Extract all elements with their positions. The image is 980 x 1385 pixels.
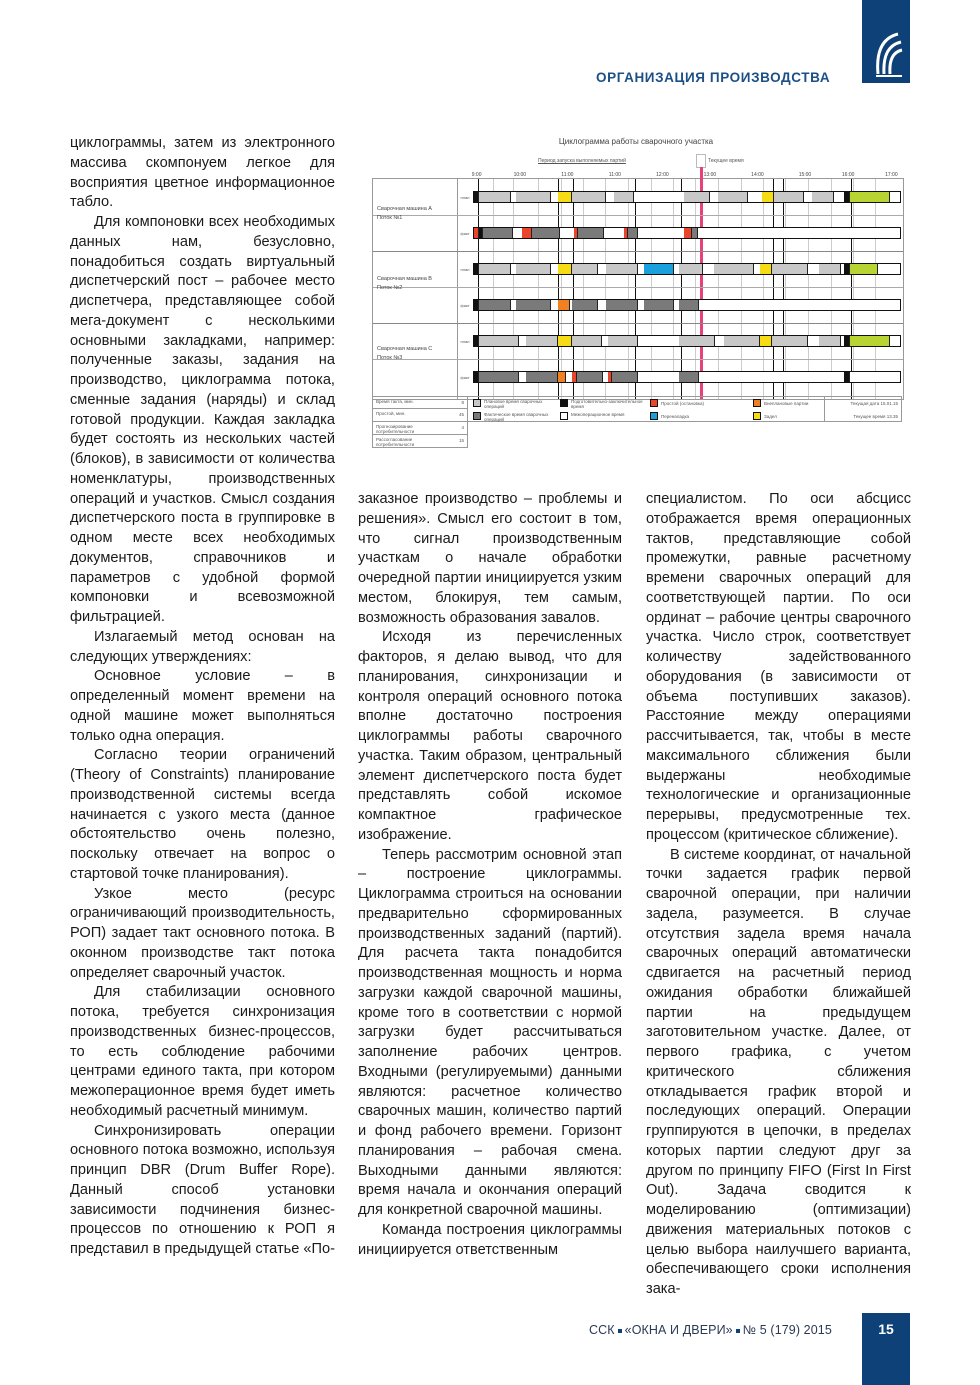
legend-swatches: Плановое время сварочных операций Фактическое время сварочных операций Подготовительно-заключительное время Межоперационное время Простой (остановка) Переналадка Внеплановые партии Задел Текущая дата 15.01.15 Текущее время 13.35 (468, 396, 902, 422)
section-title: ОРГАНИЗАЦИЯ ПРОИЗВОДСТВА (596, 70, 831, 85)
hour-label: 12:00 (656, 172, 669, 178)
hour-label: 11:00 (561, 172, 574, 178)
paragraph: Для стабилизации основного потока, требуется синхронизация производственных бизнес-процессов, то есть соблюдение рабочими центрами единого такта, при котором межоперационное время будет иметь необходимый расчетный минимум. (70, 984, 335, 1119)
paragraph: Для компоновки всех необходимых данных нам, безусловно, понадобиться создать виртуальный диспетчерский пост – рабочее место диспетчера, представляющее собой мега-документ с несколькими основными закладками, например: полученные заказы, задания на производство, циклограмма потока, сменные задания (наряды) и склад готовой продукции. Каждая закладка будет состоять из нескольких частей (блоков), в зависимости от количества номенклатуры, производственных операций и участков. Смысл создания диспетчерского поста в группировке в одном месте всех необходимых документов, справочников и параметров с удобной формой компоновки и всевозможной фильтрацией. (70, 214, 335, 625)
swatch-changeover (650, 412, 658, 420)
article-column-1 (70, 134, 335, 1260)
machine-a-label: Сварочная машина А Поток №1 (377, 206, 432, 221)
machine-b-plan-track (473, 263, 901, 275)
machine-c-label: Сварочная машина С Поток №3 (377, 346, 433, 361)
machine-b-fact-track (473, 299, 901, 311)
paragraph: Теперь рассмотрим основной этап – построение циклограммы. Циклограмма строиться на основании предварительно сформированных производственных заданий (партий). Для расчета такта понадобится производственная мощность и норма загрузки каждой сварочной машины, кроме того в соответствии с нормой загрузки будет рассчитываться заполнение рабочих центров. Входными (регулируемыми) данными являются: расчетное количество сварочных машин, количество партий и фонд рабочего времени. Горизонт планирования – рабочая смена. Выходными данными являются: время начала и окончания операций для конкретной сварочной машины. (358, 846, 622, 1218)
paragraph: Основное условие – в определенный момент времени на одной машине может выполняться только одна операция. (70, 668, 335, 744)
current-time-marker (696, 154, 706, 168)
hour-label: 17:00 (885, 172, 898, 178)
parameters-table (372, 396, 468, 448)
swatch-fact (473, 412, 481, 420)
current-date: Текущая дата 15.01.15 (850, 401, 898, 406)
fact-label: факт (460, 375, 470, 380)
paragraph: Излагаемый метод основан на следующих утверждениях: (70, 628, 335, 665)
current-time: Текущее время 13.35 (853, 414, 898, 419)
swatch-interop (560, 412, 568, 420)
paragraph: Согласно теории ограничений (Theory of Constraints) планирование производственной системы всегда начинается с узкого места (данное обстоятельство очень полезно, поскольку отвечает на вопрос о стартовой точке планирования). (70, 747, 335, 882)
plan-label: план (460, 195, 470, 200)
page-number-tab (862, 1313, 910, 1385)
swatch-unplanned (753, 399, 761, 407)
page-number: 15 (878, 1321, 894, 1337)
article-column-3 (646, 490, 911, 1300)
paragraph: В системе координат, от начальной точки задается график первой сварочной операции, при наличии задела, разумеется. В случае отсутствия задела время начала сварочных операций автоматически сдвигается на расчетный период ожидания обработки ближайшей партии на предыдущем заготовительном участке. Далее, от первого графика, с учетом критического сближения откладывается график второй и последующих операций. Операции группируются в цепочки, в пределах которых партии следуют друг за другом по принципу FIFO (First In First Out). Задача сводится к моделированию (оптимизации) движения материальных потоков с целью выбора наилучшего варианта, обеспечивающего сроки исполнения зака- (646, 846, 911, 1297)
param-row: Рассогласование потребительности 15 (372, 435, 468, 448)
separator-square-icon (736, 1329, 740, 1333)
machine-a-fact-track (473, 227, 901, 239)
paragraph: специалистом. По оси абсцисс отображается время операционных тактов, представляющие собой промежутки, равные расчетному времени сварочных операций для соответствующей партии. По оси ординат – рабочие центры сварочного участка. Число строк, соответствует количеству задействованного оборудования (в зависимости от объема поступивших заказов). Расстояние между операциями рассчитывается, так, чтобы в месте максимального сближения были выдержаны необходимые технологические и организационные перерывы, предусмотренные тех. процессом (критическое сближение). (646, 491, 911, 843)
plan-label: план (460, 339, 470, 344)
fact-label: факт (460, 231, 470, 236)
paragraph: Команда построения циклограммы инициируется ответственным (358, 1221, 622, 1258)
header-tab (862, 0, 910, 83)
machine-c-plan-track (473, 335, 901, 347)
swatch-plan (473, 399, 481, 407)
plan-label: план (460, 267, 470, 272)
hour-label: 16:00 (841, 172, 855, 178)
hour-label: 14:00 (751, 172, 764, 178)
hour-label: 15:00 (798, 172, 812, 178)
paragraph: заказное производство – проблемы и решения». Смысл его состоит в том, что сигнал производственным участкам о начале обработки очередной партии инициируется узким местом, блокируя, тем самым, возможность образования завалов. (358, 491, 622, 626)
hour-label: 9:00 (471, 172, 482, 178)
paragraph: Исходя из перечисленных факторов, я делаю вывод, что для планирования, синхронизации и контроля операций основного потока вполне достаточно построения циклограммы работы сварочного участка. Таким образом, центральный элемент диспетчерского поста будет представлять собой искомое компактное графическое изображение. (358, 629, 622, 843)
hour-label: 11:00 (608, 172, 621, 178)
article-column-2 (358, 490, 622, 1260)
machine-a-plan-track (473, 191, 901, 203)
paragraph: Узкое место (ресурс ограничивающий производительность, РОП) задает такт основного потока. В оконном производстве такт потока определяет сварочный участок. (70, 885, 335, 981)
separator-square-icon (618, 1329, 622, 1333)
machine-c-fact-track (473, 371, 901, 383)
stylized-wave-logo-icon (868, 30, 904, 80)
note-launch-period: Период запуска выполняемых партий (538, 158, 626, 164)
swatch-stock (753, 412, 761, 420)
note-current-time: Текущее время (708, 158, 744, 164)
hour-label: 13:00 (703, 172, 717, 178)
swatch-prep (560, 399, 568, 407)
cyclogram-figure (368, 134, 904, 454)
param-row: Простой, мин. 45 (372, 409, 468, 422)
swatch-idle (650, 399, 658, 407)
footer-publication: ССК «ОКНА И ДВЕРИ» № 5 (179) 2015 (589, 1323, 832, 1337)
hour-label: 10:00 (513, 172, 527, 178)
param-row: Время такта, мин. 8 (372, 396, 468, 409)
figure-title: Циклограмма работы сварочного участка (558, 137, 714, 146)
fact-label: факт (460, 303, 470, 308)
paragraph: Синхронизировать операции основного потока возможно, используя принцип DBR (Drum Buffer Rope). Данный способ установки зависимости подчинения бизнес-процессов по отношению к РОП я представил в предыдущей статье «По- (70, 1122, 335, 1257)
cyclogram-grid (372, 178, 904, 400)
param-row: Прогнозирование потребительности 4 (372, 422, 468, 435)
paragraph: циклограммы, затем из электронного массива скомпонуем легкое для восприятия цветное информационное табло. (70, 135, 335, 211)
machine-b-label: Сварочная машина В Поток №2 (377, 276, 432, 291)
